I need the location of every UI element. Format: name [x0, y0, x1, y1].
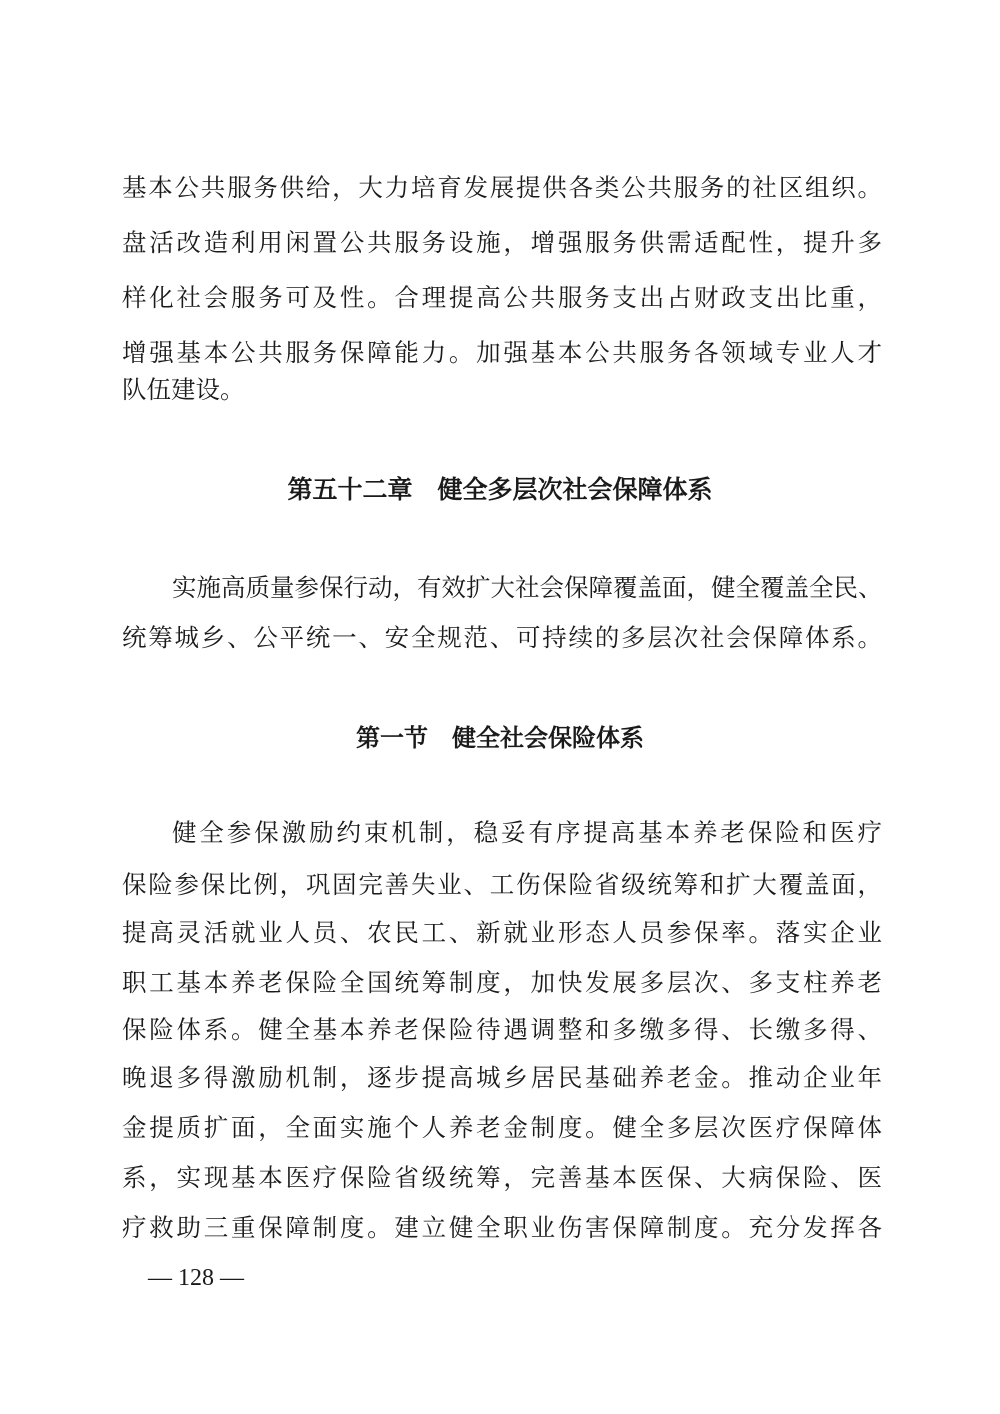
text-line: 提高灵活就业人员、农民工、新就业形态人员参保率。落实企业: [122, 918, 882, 947]
text-line: 保险体系。健全基本养老保险待遇调整和多缴多得、长缴多得、: [122, 1015, 882, 1044]
text-line: 队伍建设。: [122, 375, 245, 404]
text-line: 晚退多得激励机制，逐步提高城乡居民基础养老金。推动企业年: [122, 1063, 882, 1092]
text-line: 健全参保激励约束机制，稳妥有序提高基本养老保险和医疗: [172, 818, 882, 847]
text-line: 基本公共服务供给，大力培育发展提供各类公共服务的社区组织。: [122, 173, 882, 202]
text-line: 增强基本公共服务保障能力。加强基本公共服务各领域专业人才: [122, 338, 882, 367]
text-line: 样化社会服务可及性。合理提高公共服务支出占财政支出比重，: [122, 283, 882, 312]
text-line: 疗救助三重保障制度。建立健全职业伤害保障制度。充分发挥各: [122, 1213, 882, 1242]
text-line: 实施高质量参保行动，有效扩大社会保障覆盖面，健全覆盖全民、: [172, 573, 883, 602]
text-line: 系，实现基本医疗保险省级统筹，完善基本医保、大病保险、医: [122, 1163, 882, 1192]
text-line: 保险参保比例，巩固完善失业、工伤保险省级统筹和扩大覆盖面，: [122, 870, 882, 899]
text-line: 金提质扩面，全面实施个人养老金制度。健全多层次医疗保障体: [122, 1113, 882, 1142]
section-title: 第一节 健全社会保险体系: [356, 723, 644, 752]
chapter-title: 第五十二章 健全多层次社会保障体系: [287, 475, 713, 504]
text-line: 职工基本养老保险全国统筹制度，加快发展多层次、多支柱养老: [122, 968, 882, 997]
text-line: 统筹城乡、公平统一、安全规范、可持续的多层次社会保障体系。: [122, 623, 882, 652]
page-number: — 128 —: [148, 1265, 244, 1291]
text-line: 盘活改造利用闲置公共服务设施，增强服务供需适配性，提升多: [122, 228, 882, 257]
